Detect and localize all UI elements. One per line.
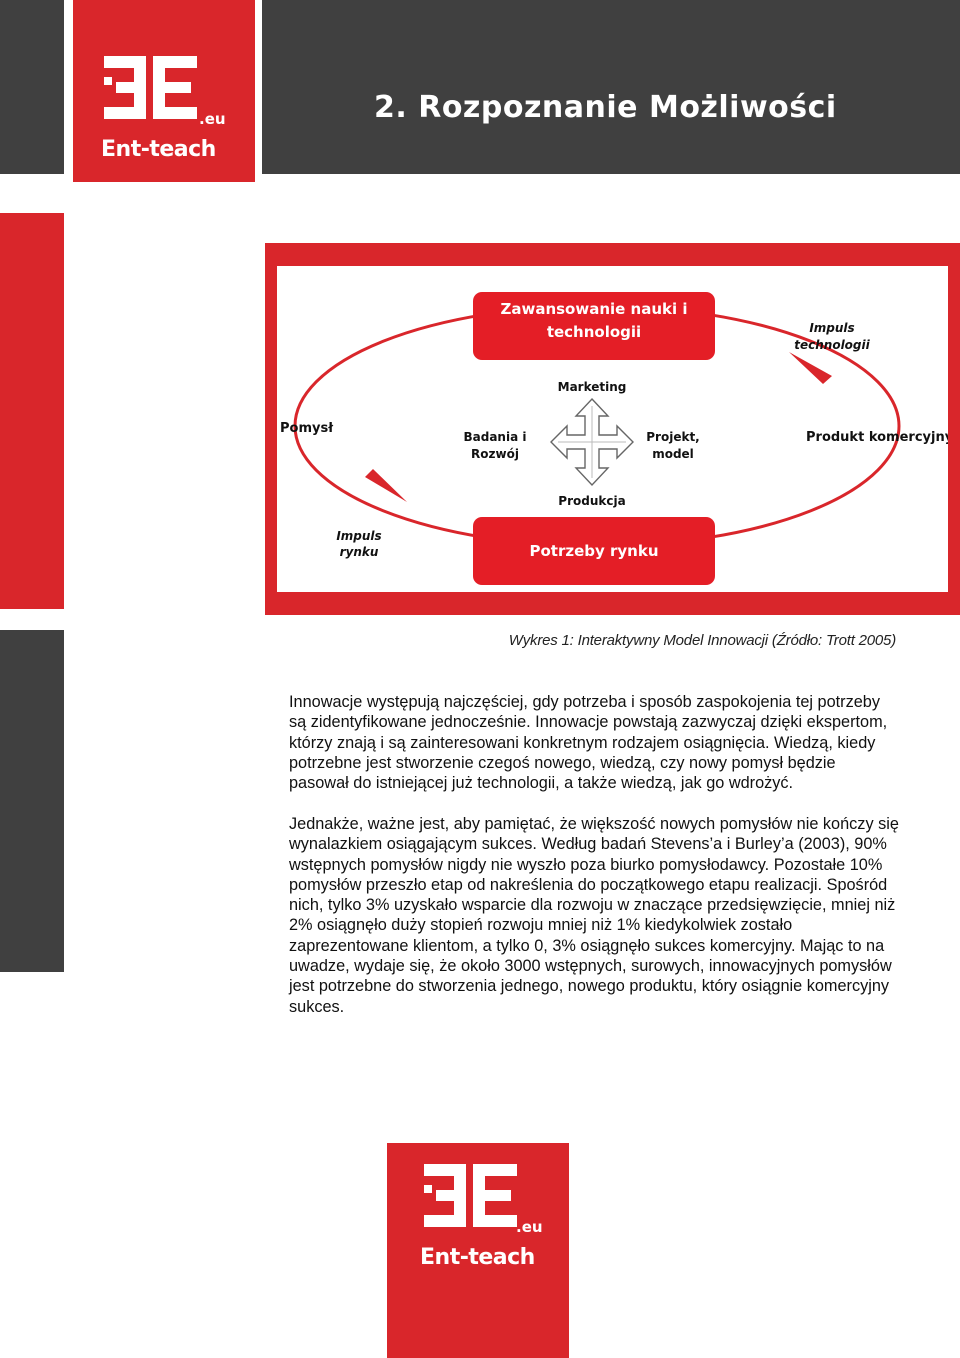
top-box-line1: Zawansowanie nauki i	[500, 300, 688, 318]
logo-name: Ent-teach	[101, 137, 216, 162]
impulse-market-line2: rynku	[339, 545, 379, 559]
paragraph: Innowacje występują najczęściej, gdy potrzeba i sposób zaspokojenia tej potrzeby są zidentyfikowane jednocześnie. Innowacje powstają zazwyczaj dzięki ekspertom, którzy znają i są zainteresowani konkretnym rodzajem osiągnięcia. Wiedzą, kiedy potrzebne jest stworzenie czegoś nowego, wiedzą, czy nowy pomysł będzie pasował do istniejącej już technologii, a także wiedzą, jak go wdrożyć.	[289, 693, 888, 793]
top-box-line2: technologii	[546, 323, 642, 341]
center-left-line1: Badania i	[463, 430, 527, 444]
left-label: Pomysł	[280, 421, 334, 436]
footer-logo-domain: .eu	[516, 1218, 543, 1236]
body-text	[289, 692, 899, 1037]
center-right-line2: model	[652, 447, 694, 461]
diagram-svg	[277, 266, 948, 592]
arrow-right-top-icon	[789, 352, 832, 384]
footer-logo-mark	[387, 1143, 569, 1325]
header-logo	[73, 0, 255, 182]
paragraph: Jednakże, ważne jest, aby pamiętać, że większość nowych pomysłów nie kończy się wynalazkiem osiągającym sukces. Według badań Stevens’a i Burley’a (2003), 90% wstępnych pomysłów nigdy nie wyszło poza biurko pomysłodawcy. Pozostałe 10% pomysłów przeszło etap od nakreślenia do początkowego etapu realizacji. Spośród nich, tylko 3% uzyskało wsparcie dla rozwoju w znaczące przedsięwzięcie, mniej niż 2% osiągnęło duży stopień rozwoju mniej niż 1% kiedykolwiek zostało zaprezentowane klientom, a tylko 0, 3% osiągnęło sukces komercyjny. Mając to na uwadze, wydaje się, że około 3000 wstępnych, surowych, innowacyjnych pomysłów jest potrzebne do stworzenia jednego, nowego produktu, który osiągnie komercyjny sukces.	[289, 814, 899, 1016]
logo-domain: .eu	[199, 110, 226, 128]
footer-logo-name: Ent-teach	[420, 1245, 535, 1270]
center-right-line1: Projekt,	[646, 430, 700, 444]
logo-mark	[73, 0, 255, 182]
bottom-box-label: Potrzeby rynku	[529, 542, 659, 560]
arrow-left-bottom-icon	[365, 469, 407, 502]
right-label: Produkt komercyjny	[806, 430, 948, 445]
side-bar-red	[0, 213, 64, 609]
impulse-tech-line2: technologii	[794, 338, 870, 352]
impulse-tech-line1: Impuls	[809, 321, 855, 335]
impulse-market-line1: Impuls	[336, 529, 382, 543]
figure-caption: Wykres 1: Interaktywny Model Innowacji (Źródło: Trott 2005)	[508, 632, 896, 649]
header-bar-right	[262, 0, 960, 174]
side-bar-dark	[0, 630, 64, 972]
innovation-model-diagram	[277, 266, 948, 592]
center-left-line2: Rozwój	[471, 447, 519, 461]
center-top-label: Marketing	[557, 380, 627, 394]
footer-logo	[387, 1143, 569, 1358]
center-bottom-label: Produkcja	[558, 494, 626, 508]
page-title: 2. Rozpoznanie Możliwości	[374, 90, 837, 125]
four-way-arrow-inner	[558, 406, 626, 478]
header-bar-left	[0, 0, 64, 174]
